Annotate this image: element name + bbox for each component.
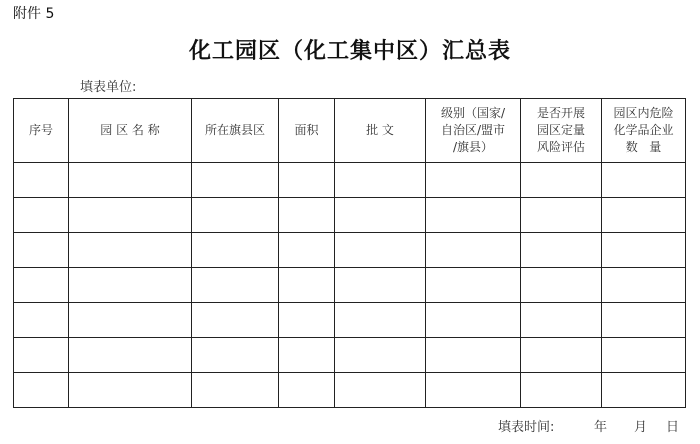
table-row bbox=[14, 338, 686, 373]
header-level-line1: 级别（国家/ bbox=[440, 106, 506, 120]
day-label: 日 bbox=[666, 420, 680, 435]
table-cell[interactable] bbox=[521, 373, 602, 408]
table-cell[interactable] bbox=[602, 198, 686, 233]
table-cell[interactable] bbox=[14, 233, 69, 268]
header-count-line2: 化学品企业 bbox=[613, 123, 674, 137]
header-park-name: 园 区 名 称 bbox=[69, 99, 192, 163]
header-level-line3: /旗县） bbox=[452, 140, 494, 154]
table-cell[interactable] bbox=[521, 198, 602, 233]
table-cell[interactable] bbox=[279, 303, 335, 338]
table-header-row bbox=[14, 99, 686, 163]
table-cell[interactable] bbox=[69, 233, 192, 268]
table-cell[interactable] bbox=[14, 373, 69, 408]
table-cell[interactable] bbox=[335, 268, 426, 303]
table-cell[interactable] bbox=[69, 198, 192, 233]
filler-unit-label: 填表单位: bbox=[80, 80, 137, 95]
table-cell[interactable] bbox=[426, 303, 521, 338]
table-cell[interactable] bbox=[426, 373, 521, 408]
table-row bbox=[14, 303, 686, 338]
table-cell[interactable] bbox=[279, 198, 335, 233]
attachment-label: 附件 5 bbox=[13, 6, 55, 22]
table-cell[interactable] bbox=[521, 233, 602, 268]
table-cell[interactable] bbox=[426, 268, 521, 303]
header-banner-county: 所在旗县区 bbox=[192, 99, 279, 163]
table-row bbox=[14, 163, 686, 198]
table-cell[interactable] bbox=[192, 338, 279, 373]
header-count-line1: 园区内危险 bbox=[613, 106, 674, 120]
table-cell[interactable] bbox=[14, 303, 69, 338]
table-cell[interactable] bbox=[426, 338, 521, 373]
table-cell[interactable] bbox=[602, 268, 686, 303]
header-risk-line3: 风险评估 bbox=[536, 140, 585, 154]
summary-table bbox=[13, 98, 686, 408]
page-title: 化工园区（化工集中区）汇总表 bbox=[188, 39, 511, 64]
table-row bbox=[14, 373, 686, 408]
year-label: 年 bbox=[594, 420, 608, 435]
header-risk-line1: 是否开展 bbox=[536, 106, 585, 120]
table-cell[interactable] bbox=[335, 373, 426, 408]
table-row bbox=[14, 198, 686, 233]
table-body bbox=[14, 163, 686, 408]
table-cell[interactable] bbox=[602, 373, 686, 408]
table-cell[interactable] bbox=[192, 163, 279, 198]
table-cell[interactable] bbox=[521, 163, 602, 198]
table-cell[interactable] bbox=[335, 303, 426, 338]
table-cell[interactable] bbox=[521, 303, 602, 338]
table-cell[interactable] bbox=[602, 233, 686, 268]
table-row bbox=[14, 233, 686, 268]
table-cell[interactable] bbox=[192, 233, 279, 268]
table-cell[interactable] bbox=[335, 233, 426, 268]
table-cell[interactable] bbox=[69, 163, 192, 198]
table-cell[interactable] bbox=[14, 198, 69, 233]
table-cell[interactable] bbox=[279, 233, 335, 268]
table-cell[interactable] bbox=[521, 268, 602, 303]
table-cell[interactable] bbox=[192, 268, 279, 303]
table-cell[interactable] bbox=[192, 198, 279, 233]
header-level bbox=[426, 99, 521, 163]
table-cell[interactable] bbox=[14, 163, 69, 198]
table-cell[interactable] bbox=[602, 338, 686, 373]
month-label: 月 bbox=[634, 420, 648, 435]
header-hazardous-count bbox=[602, 99, 686, 163]
header-approval: 批 文 bbox=[335, 99, 426, 163]
table-cell[interactable] bbox=[279, 338, 335, 373]
table-cell[interactable] bbox=[335, 198, 426, 233]
table-cell[interactable] bbox=[521, 338, 602, 373]
table-row bbox=[14, 268, 686, 303]
table-cell[interactable] bbox=[426, 233, 521, 268]
header-area: 面积 bbox=[279, 99, 335, 163]
table-cell[interactable] bbox=[69, 338, 192, 373]
fill-time-label: 填表时间: bbox=[498, 420, 555, 435]
table-cell[interactable] bbox=[279, 268, 335, 303]
table-cell[interactable] bbox=[192, 303, 279, 338]
table-cell[interactable] bbox=[426, 163, 521, 198]
table-cell[interactable] bbox=[14, 338, 69, 373]
header-risk-line2: 园区定量 bbox=[536, 123, 585, 137]
table-cell[interactable] bbox=[602, 303, 686, 338]
table-cell[interactable] bbox=[335, 163, 426, 198]
header-risk-assessment bbox=[521, 99, 602, 163]
table-cell[interactable] bbox=[279, 163, 335, 198]
table-cell[interactable] bbox=[426, 198, 521, 233]
header-serial: 序号 bbox=[14, 99, 69, 163]
table-cell[interactable] bbox=[69, 268, 192, 303]
table-cell[interactable] bbox=[192, 373, 279, 408]
header-count-line3: 数 量 bbox=[625, 140, 662, 154]
table-cell[interactable] bbox=[14, 268, 69, 303]
table-cell[interactable] bbox=[602, 163, 686, 198]
header-level-line2: 自治区/盟市 bbox=[440, 123, 506, 137]
table-cell[interactable] bbox=[335, 338, 426, 373]
table-cell[interactable] bbox=[69, 303, 192, 338]
table-cell[interactable] bbox=[69, 373, 192, 408]
table-cell[interactable] bbox=[279, 373, 335, 408]
